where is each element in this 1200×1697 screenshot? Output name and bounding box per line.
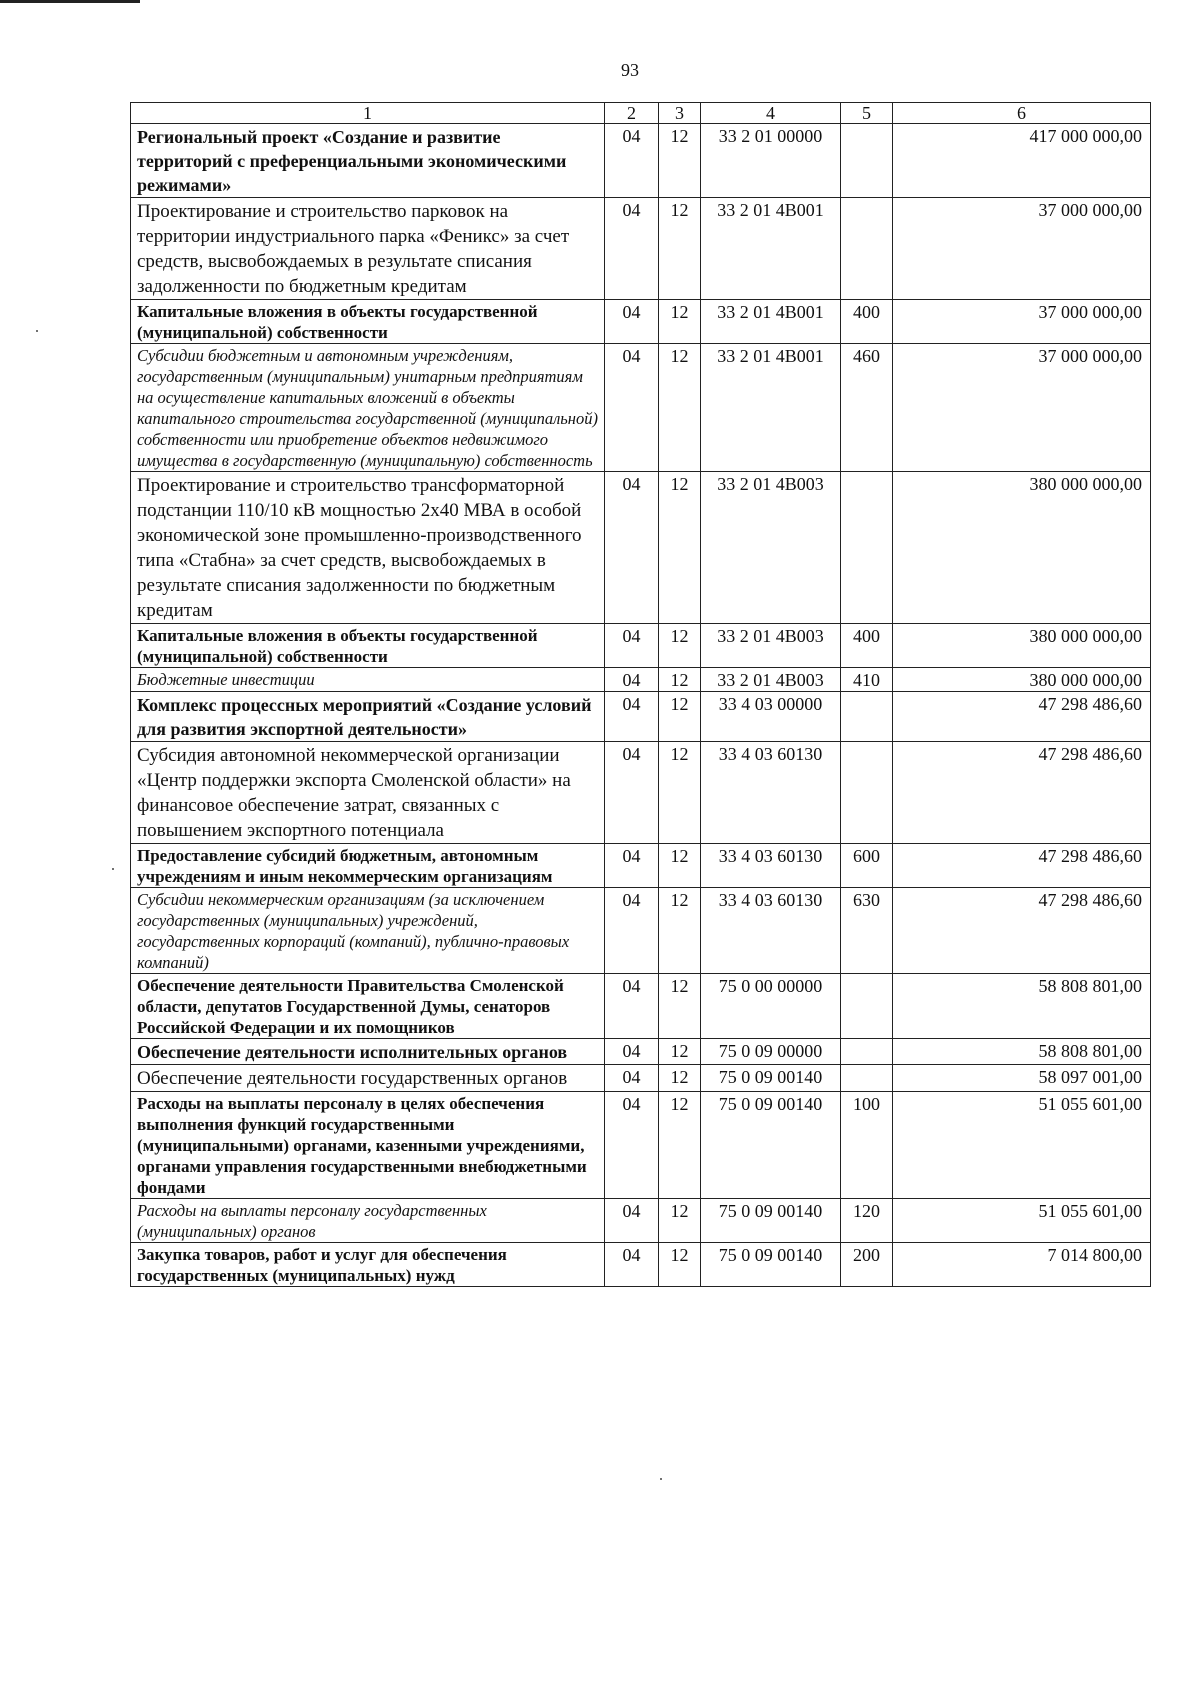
row-name-cell: Закупка товаров, работ и услуг для обеспечения государственных (муниципальных) нужд — [131, 1243, 605, 1287]
table-row — [131, 1092, 1151, 1199]
row-name-cell: Обеспечение деятельности государственных органов — [131, 1065, 605, 1092]
table-row — [131, 692, 1151, 742]
row-name-cell: Бюджетные инвестиции — [131, 668, 605, 692]
expense-type-cell: 630 — [841, 888, 893, 974]
target-article-cell: 33 2 01 4В003 — [701, 472, 841, 624]
expense-type-cell: 200 — [841, 1243, 893, 1287]
section-cell: 04 — [605, 472, 659, 624]
amount-cell: 37 000 000,00 — [893, 300, 1151, 344]
amount-cell: 47 298 486,60 — [893, 742, 1151, 844]
row-name-cell: Проектирование и строительство парковок на территории индустриального парка «Феникс» за счет средств, высвобождаемых в результате списания задолженности по бюджетным кредитам — [131, 198, 605, 300]
table-row — [131, 300, 1151, 344]
table-row — [131, 844, 1151, 888]
row-name-cell: Обеспечение деятельности Правительства Смоленской области, депутатов Государственной Думы, сенаторов Российской Федерации и их помощников — [131, 974, 605, 1039]
target-article-cell: 33 2 01 4В003 — [701, 624, 841, 668]
subsection-cell: 12 — [659, 1243, 701, 1287]
amount-cell: 37 000 000,00 — [893, 198, 1151, 300]
table-row — [131, 742, 1151, 844]
expense-type-cell: 410 — [841, 668, 893, 692]
table-row — [131, 668, 1151, 692]
amount-cell: 380 000 000,00 — [893, 624, 1151, 668]
subsection-cell: 12 — [659, 198, 701, 300]
row-name-cell: Предоставление субсидий бюджетным, автономным учреждениям и иным некоммерческим организациям — [131, 844, 605, 888]
section-cell: 04 — [605, 844, 659, 888]
target-article-cell: 75 0 09 00140 — [701, 1199, 841, 1243]
amount-cell: 51 055 601,00 — [893, 1199, 1151, 1243]
row-name-cell: Расходы на выплаты персоналу в целях обеспечения выполнения функций государственными (муниципальными) органами, казенными учреждениями, органами управления государственными внебюджетными фондами — [131, 1092, 605, 1199]
table-row — [131, 1243, 1151, 1287]
table-row — [131, 1199, 1151, 1243]
scan-edge-line — [0, 0, 140, 3]
amount-cell: 58 808 801,00 — [893, 1039, 1151, 1065]
target-article-cell: 33 2 01 4В001 — [701, 300, 841, 344]
target-article-cell: 75 0 09 00140 — [701, 1065, 841, 1092]
amount-cell: 380 000 000,00 — [893, 472, 1151, 624]
subsection-cell: 12 — [659, 472, 701, 624]
subsection-cell: 12 — [659, 624, 701, 668]
scan-speck — [660, 1478, 662, 1480]
expense-type-cell — [841, 472, 893, 624]
subsection-cell: 12 — [659, 300, 701, 344]
expense-type-cell — [841, 124, 893, 198]
expense-type-cell: 600 — [841, 844, 893, 888]
section-cell: 04 — [605, 344, 659, 472]
scan-speck — [112, 868, 114, 870]
expense-type-cell: 120 — [841, 1199, 893, 1243]
column-header-6: 6 — [893, 103, 1151, 124]
target-article-cell: 75 0 09 00140 — [701, 1092, 841, 1199]
section-cell: 04 — [605, 300, 659, 344]
table-row — [131, 1065, 1151, 1092]
section-cell: 04 — [605, 624, 659, 668]
target-article-cell: 75 0 09 00000 — [701, 1039, 841, 1065]
amount-cell: 58 097 001,00 — [893, 1065, 1151, 1092]
subsection-cell: 12 — [659, 692, 701, 742]
section-cell: 04 — [605, 888, 659, 974]
budget-table — [130, 102, 1151, 1287]
amount-cell: 37 000 000,00 — [893, 344, 1151, 472]
subsection-cell: 12 — [659, 844, 701, 888]
section-cell: 04 — [605, 1243, 659, 1287]
section-cell: 04 — [605, 692, 659, 742]
amount-cell: 7 014 800,00 — [893, 1243, 1151, 1287]
target-article-cell: 75 0 00 00000 — [701, 974, 841, 1039]
subsection-cell: 12 — [659, 1199, 701, 1243]
table-row — [131, 124, 1151, 198]
page-number: 93 — [621, 60, 639, 80]
amount-cell: 47 298 486,60 — [893, 844, 1151, 888]
target-article-cell: 33 2 01 4В001 — [701, 198, 841, 300]
row-name-cell: Комплекс процессных мероприятий «Создание условий для развития экспортной деятельности» — [131, 692, 605, 742]
target-article-cell: 33 2 01 00000 — [701, 124, 841, 198]
section-cell: 04 — [605, 974, 659, 1039]
subsection-cell: 12 — [659, 974, 701, 1039]
subsection-cell: 12 — [659, 742, 701, 844]
target-article-cell: 33 2 01 4В003 — [701, 668, 841, 692]
table-row — [131, 1039, 1151, 1065]
subsection-cell: 12 — [659, 888, 701, 974]
target-article-cell: 33 4 03 60130 — [701, 844, 841, 888]
target-article-cell: 33 4 03 60130 — [701, 742, 841, 844]
expense-type-cell: 100 — [841, 1092, 893, 1199]
scan-speck — [36, 330, 38, 332]
section-cell: 04 — [605, 1039, 659, 1065]
table-row — [131, 888, 1151, 974]
section-cell: 04 — [605, 668, 659, 692]
expense-type-cell — [841, 1039, 893, 1065]
subsection-cell: 12 — [659, 344, 701, 472]
section-cell: 04 — [605, 198, 659, 300]
expense-type-cell — [841, 1065, 893, 1092]
subsection-cell: 12 — [659, 668, 701, 692]
section-cell: 04 — [605, 742, 659, 844]
amount-cell: 47 298 486,60 — [893, 888, 1151, 974]
column-header-4: 4 — [701, 103, 841, 124]
subsection-cell: 12 — [659, 1092, 701, 1199]
subsection-cell: 12 — [659, 1065, 701, 1092]
row-name-cell: Субсидии бюджетным и автономным учреждениям, государственным (муниципальным) унитарным предприятиям на осуществление капитальных вложений в объекты капитального строительства государственной (муниципальной) собственности или приобретение объектов недвижимого имущества в государственную (муниципальную) собственность — [131, 344, 605, 472]
column-header-3: 3 — [659, 103, 701, 124]
table-row — [131, 472, 1151, 624]
amount-cell: 380 000 000,00 — [893, 668, 1151, 692]
section-cell: 04 — [605, 124, 659, 198]
row-name-cell: Капитальные вложения в объекты государственной (муниципальной) собственности — [131, 300, 605, 344]
row-name-cell: Субсидии некоммерческим организациям (за исключением государственных (муниципальных) учреждений, государственных корпораций (компаний), публично-правовых компаний) — [131, 888, 605, 974]
expense-type-cell — [841, 974, 893, 1039]
amount-cell: 58 808 801,00 — [893, 974, 1151, 1039]
expense-type-cell — [841, 198, 893, 300]
column-header-1: 1 — [131, 103, 605, 124]
table-row — [131, 624, 1151, 668]
expense-type-cell: 400 — [841, 300, 893, 344]
target-article-cell: 75 0 09 00140 — [701, 1243, 841, 1287]
table-row — [131, 974, 1151, 1039]
amount-cell: 51 055 601,00 — [893, 1092, 1151, 1199]
row-name-cell: Капитальные вложения в объекты государственной (муниципальной) собственности — [131, 624, 605, 668]
table-header-row — [131, 103, 1151, 124]
expense-type-cell — [841, 742, 893, 844]
section-cell: 04 — [605, 1092, 659, 1199]
target-article-cell: 33 4 03 00000 — [701, 692, 841, 742]
section-cell: 04 — [605, 1199, 659, 1243]
table-row — [131, 344, 1151, 472]
target-article-cell: 33 2 01 4В001 — [701, 344, 841, 472]
row-name-cell: Проектирование и строительство трансформаторной подстанции 110/10 кВ мощностью 2х40 МВА в особой экономической зоне промышленно-производственного типа «Стабна» за счет средств, высвобождаемых в результате списания задолженности по бюджетным кредитам — [131, 472, 605, 624]
column-header-5: 5 — [841, 103, 893, 124]
section-cell: 04 — [605, 1065, 659, 1092]
subsection-cell: 12 — [659, 1039, 701, 1065]
row-name-cell: Субсидия автономной некоммерческой организации «Центр поддержки экспорта Смоленской области» на финансовое обеспечение затрат, связанных с повышением экспортного потенциала — [131, 742, 605, 844]
expense-type-cell — [841, 692, 893, 742]
expense-type-cell: 400 — [841, 624, 893, 668]
target-article-cell: 33 4 03 60130 — [701, 888, 841, 974]
table-row — [131, 198, 1151, 300]
subsection-cell: 12 — [659, 124, 701, 198]
row-name-cell: Региональный проект «Создание и развитие территорий с преференциальными экономическими режимами» — [131, 124, 605, 198]
column-header-2: 2 — [605, 103, 659, 124]
amount-cell: 417 000 000,00 — [893, 124, 1151, 198]
row-name-cell: Расходы на выплаты персоналу государственных (муниципальных) органов — [131, 1199, 605, 1243]
expense-type-cell: 460 — [841, 344, 893, 472]
amount-cell: 47 298 486,60 — [893, 692, 1151, 742]
row-name-cell: Обеспечение деятельности исполнительных органов — [131, 1039, 605, 1065]
